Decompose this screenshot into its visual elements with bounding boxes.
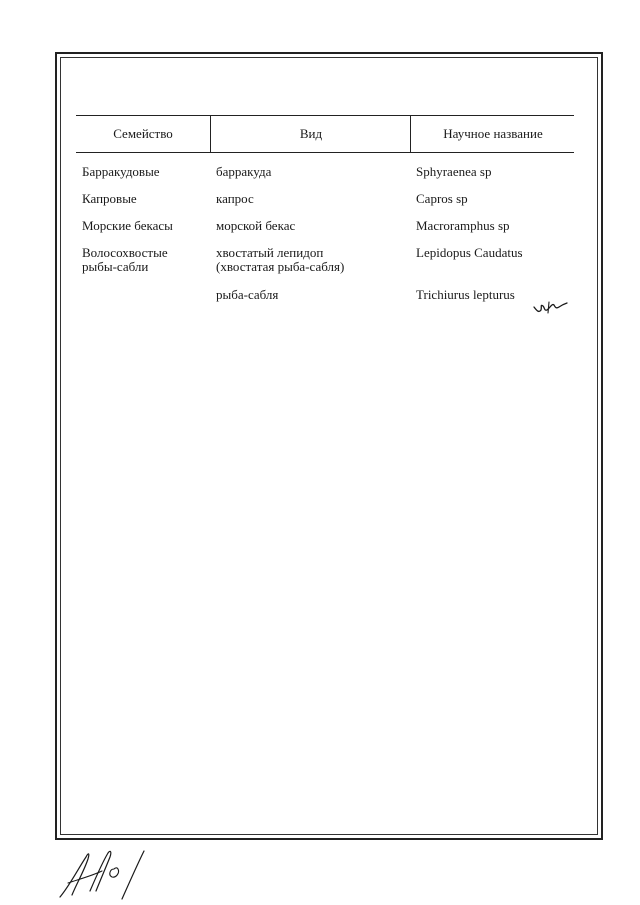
cell-family: Барракудовые bbox=[82, 164, 160, 179]
handwritten-signature-icon bbox=[50, 845, 160, 903]
header-family: Семейство bbox=[113, 126, 173, 141]
species-table bbox=[76, 115, 574, 302]
initials-mark-icon bbox=[532, 298, 568, 318]
cell-species: морской бекас bbox=[216, 218, 296, 233]
cell-species: хвостатый лепидоп (хвостатая рыба-сабля) bbox=[216, 245, 345, 274]
cell-family: Волосохвостые рыбы-сабли bbox=[82, 245, 168, 274]
cell-scientific-name: Sphyraenea sp bbox=[416, 164, 492, 179]
cell-scientific-name: Capros sp bbox=[416, 191, 468, 206]
header-scientific-name: Научное название bbox=[410, 116, 575, 152]
cell-species: рыба-сабля bbox=[216, 287, 279, 302]
header-species: Вид bbox=[210, 116, 411, 152]
cell-family: Капровые bbox=[82, 191, 137, 206]
cell-scientific-name: Lepidopus Caudatus bbox=[416, 245, 523, 260]
cell-scientific-name: Trichiurus lepturus bbox=[416, 287, 515, 302]
cell-species: барракуда bbox=[216, 164, 272, 179]
cell-species: капрос bbox=[216, 191, 254, 206]
table-header-row bbox=[76, 115, 574, 153]
cell-scientific-name: Macroramphus sp bbox=[416, 218, 510, 233]
cell-family: Морские бекасы bbox=[82, 218, 173, 233]
